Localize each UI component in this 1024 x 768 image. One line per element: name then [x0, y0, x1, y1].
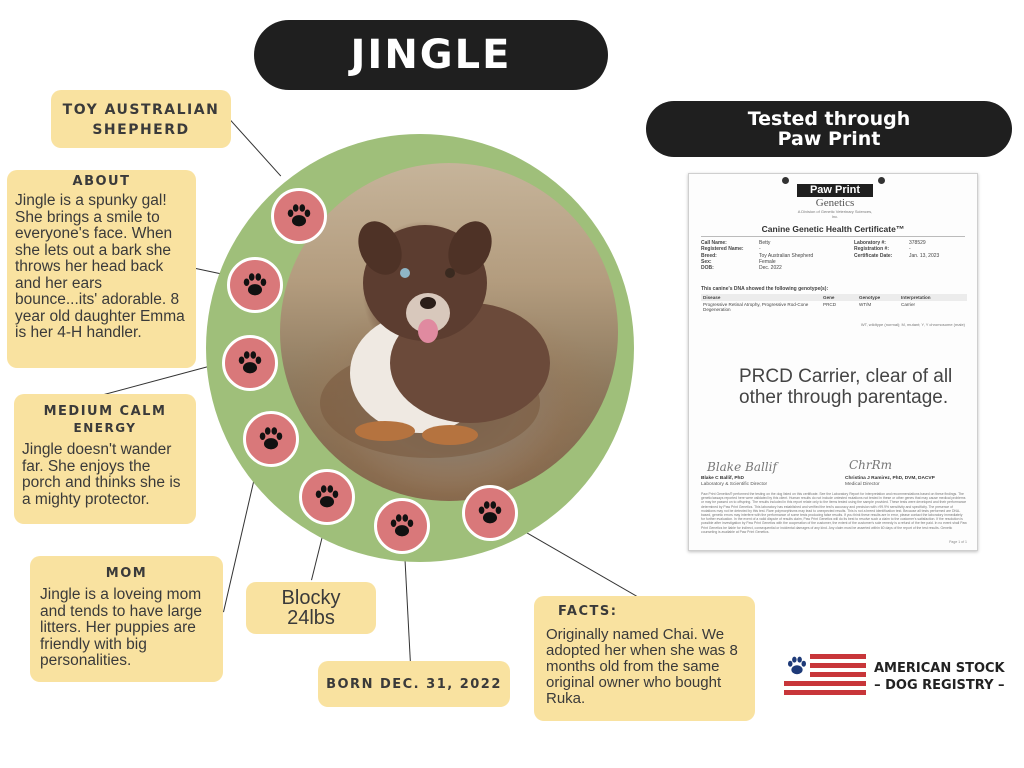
tested-line-2: Paw Print — [777, 128, 881, 150]
size-line-1: Blocky — [281, 587, 341, 609]
cert-legend-note: WT, wildtype (normal); M, mutant; Y, Y chromosome (male) — [860, 322, 965, 327]
dog-illustration — [280, 163, 618, 501]
facts-body: Originally named Chai. We adopted her when she was 8 months old from the same original owner who bought Ruka. — [546, 626, 738, 707]
field-value: Female — [759, 258, 776, 265]
field-key: Registered Name: — [701, 246, 744, 253]
table-cell: Carrier — [901, 302, 916, 307]
cert-result: PRCD Carrier, clear of all other through parentage. — [739, 366, 953, 408]
about-title: ABOUT — [72, 174, 131, 189]
paw-icon — [235, 348, 265, 378]
paw-badge — [243, 411, 299, 467]
table-row — [701, 301, 967, 313]
paw-badge — [374, 498, 430, 554]
paw-badge — [271, 188, 327, 244]
signatory-1-title: Laboratory & Scientific Director — [701, 481, 768, 487]
energy-body: Jingle doesn't wander far. She enjoys the porch and thinks she is a mighty protector. — [22, 441, 181, 508]
field-key: Certificate Date: — [854, 252, 893, 259]
born-card — [318, 661, 510, 707]
signatory-1-name: Blake C Ballif, PhD — [701, 476, 744, 481]
signatory-1 — [701, 476, 767, 487]
field-value: Betty — [759, 240, 771, 246]
field-key: Breed: — [701, 252, 717, 259]
field-value: Dec. 2022 — [759, 265, 782, 272]
paw-badge — [462, 485, 518, 541]
cert-fields — [701, 240, 967, 271]
column-header: Genotype — [859, 295, 881, 300]
connector-breed — [230, 120, 281, 176]
about-body: Jingle is a spunky gal! She brings a smile to everyone's face. When she lets out a bark she throws her head back and her ears bounce...its' adorable. 8 year old daughter Emma is her 4-H handler. — [15, 192, 185, 341]
field-key: DOB: — [701, 265, 714, 272]
paw-icon — [284, 201, 314, 231]
field-value: 378529 — [909, 240, 926, 246]
paw-icon — [387, 511, 417, 541]
energy-card — [14, 394, 196, 524]
cert-divider — [701, 236, 965, 237]
pin-icon — [878, 177, 885, 184]
breed-card — [51, 90, 231, 148]
paw-badge — [227, 257, 283, 313]
registry-logo-text — [874, 660, 1005, 694]
cert-logo-subtitle: A Division of Genetic Veterinary Sciences, Inc. — [797, 209, 873, 219]
tested-line-1: Tested through — [747, 108, 911, 130]
pin-icon — [782, 177, 789, 184]
field-value: - — [909, 246, 911, 253]
dog-photo — [280, 163, 618, 501]
field-value: Jan. 13, 2023 — [909, 252, 940, 259]
column-header: Gene — [823, 295, 835, 300]
cert-table-header — [701, 294, 967, 301]
health-certificate — [688, 173, 978, 551]
table-cell: Progressive Retinal Atrophy, Progressive Rod-Cone Degeneration — [703, 302, 809, 312]
breed-line-1: TOY AUSTRALIAN — [62, 102, 220, 118]
cert-logo-line-2: Genetics — [815, 197, 855, 209]
signatory-2-name: Christina J Ramirez, PhD, DVM, DACVP — [845, 476, 935, 481]
born-date: BORN DEC. 31, 2022 — [326, 676, 502, 692]
field-value: - — [759, 246, 761, 253]
signature-2: ChrRm — [849, 458, 893, 472]
tested-banner — [646, 101, 1012, 157]
mom-body: Jingle is a loveing mom and tends to have large litters. Her puppies are friendly with big personalities. — [40, 586, 203, 669]
facts-card — [534, 596, 755, 721]
size-card — [246, 582, 376, 634]
table-cell: WT/M — [859, 302, 872, 307]
cert-field-row — [701, 265, 967, 271]
cert-dna-intro: This canine's DNA showed the following genotype(s): — [701, 286, 829, 292]
signatory-2-title: Medical Director — [845, 481, 880, 487]
mom-title: MOM — [105, 566, 148, 581]
title-banner — [254, 20, 608, 90]
about-card — [7, 170, 196, 368]
energy-title-1: MEDIUM CALM — [43, 404, 167, 419]
connector-facts — [516, 526, 645, 601]
column-header: Interpretation — [901, 295, 931, 300]
field-key: Laboratory #: — [854, 240, 886, 246]
facts-title: FACTS: — [558, 604, 618, 619]
connector-born — [404, 550, 411, 662]
column-header: Disease — [703, 295, 721, 300]
page-title: JINGLE — [350, 32, 512, 78]
energy-title-2: ENERGY — [73, 421, 137, 435]
table-cell: PRCD — [823, 302, 837, 307]
field-value: Toy Australian Shepherd — [759, 252, 814, 259]
cert-heading: Canine Genetic Health Certificate™ — [761, 224, 905, 234]
mom-card — [30, 556, 223, 682]
paw-icon — [240, 270, 270, 300]
paw-badge — [222, 335, 278, 391]
paw-icon — [256, 424, 286, 454]
cert-page-number: Page 1 of 1 — [949, 540, 967, 544]
size-line-2: 24lbs — [287, 607, 335, 629]
field-key: Call Name: — [701, 240, 727, 246]
paw-badge — [299, 469, 355, 525]
signatory-2 — [845, 476, 935, 487]
registry-line-1: AMERICAN STOCK — [874, 661, 1005, 676]
cert-fine-print: Paw Print Genetics® performed the testing on the dog listed on this certificate. See the Laboratory Report for interpretation and recommendations based on these findings. The genetic/assays reported here were validated by this client. Human results do not include untested mutations not tested in these or other genes that may cause medical problems or may be passed on to offspring. The results included in this report relate only to the items tested using the sample provided. These tests were developed and their performance determined by Paw Print Genetics. This laboratory has established and verified the test's accuracy and precision with >99.9% sensitivity and specificity. The presence of mutations may not be detected by this test. Rare polymorphisms may lead to unexpected results. This is not a breed identification test. Because all tests performed are DNA-based, genetic errors may interfere with the performance of some tests producing false results. If you think these results are in error, please contact the laboratory immediately for further evaluation. In the event of a valid dispute of results claim, Paw Print Genetics will do its best to resolve such a claim to the customer's satisfaction. If the resolution is possible after investigation by Paw Print Genetics with the cooperation of the customer, the extent of the customer's sole remedy is a refund of the fee paid. In no event shall Paw Print Genetics be liable for indirect, consequential or incidental damages of any kind. Any claim must be asserted within 60 days of the report of the test results. Genetic counseling is available at Paw Print Genetics. — [701, 492, 967, 534]
flag-icon — [784, 654, 866, 698]
signature-1: Blake Ballif — [707, 460, 777, 474]
cert-logo — [797, 184, 873, 220]
field-key: Registration #: — [854, 246, 890, 253]
paw-icon — [475, 498, 505, 528]
cert-table — [701, 294, 967, 313]
paw-icon — [312, 482, 342, 512]
registry-line-2: – DOG REGISTRY – — [874, 678, 1005, 693]
cert-logo-line-1: Paw Print — [797, 184, 873, 197]
field-key: Sex: — [701, 258, 712, 265]
breed-line-2: SHEPHERD — [92, 122, 190, 138]
